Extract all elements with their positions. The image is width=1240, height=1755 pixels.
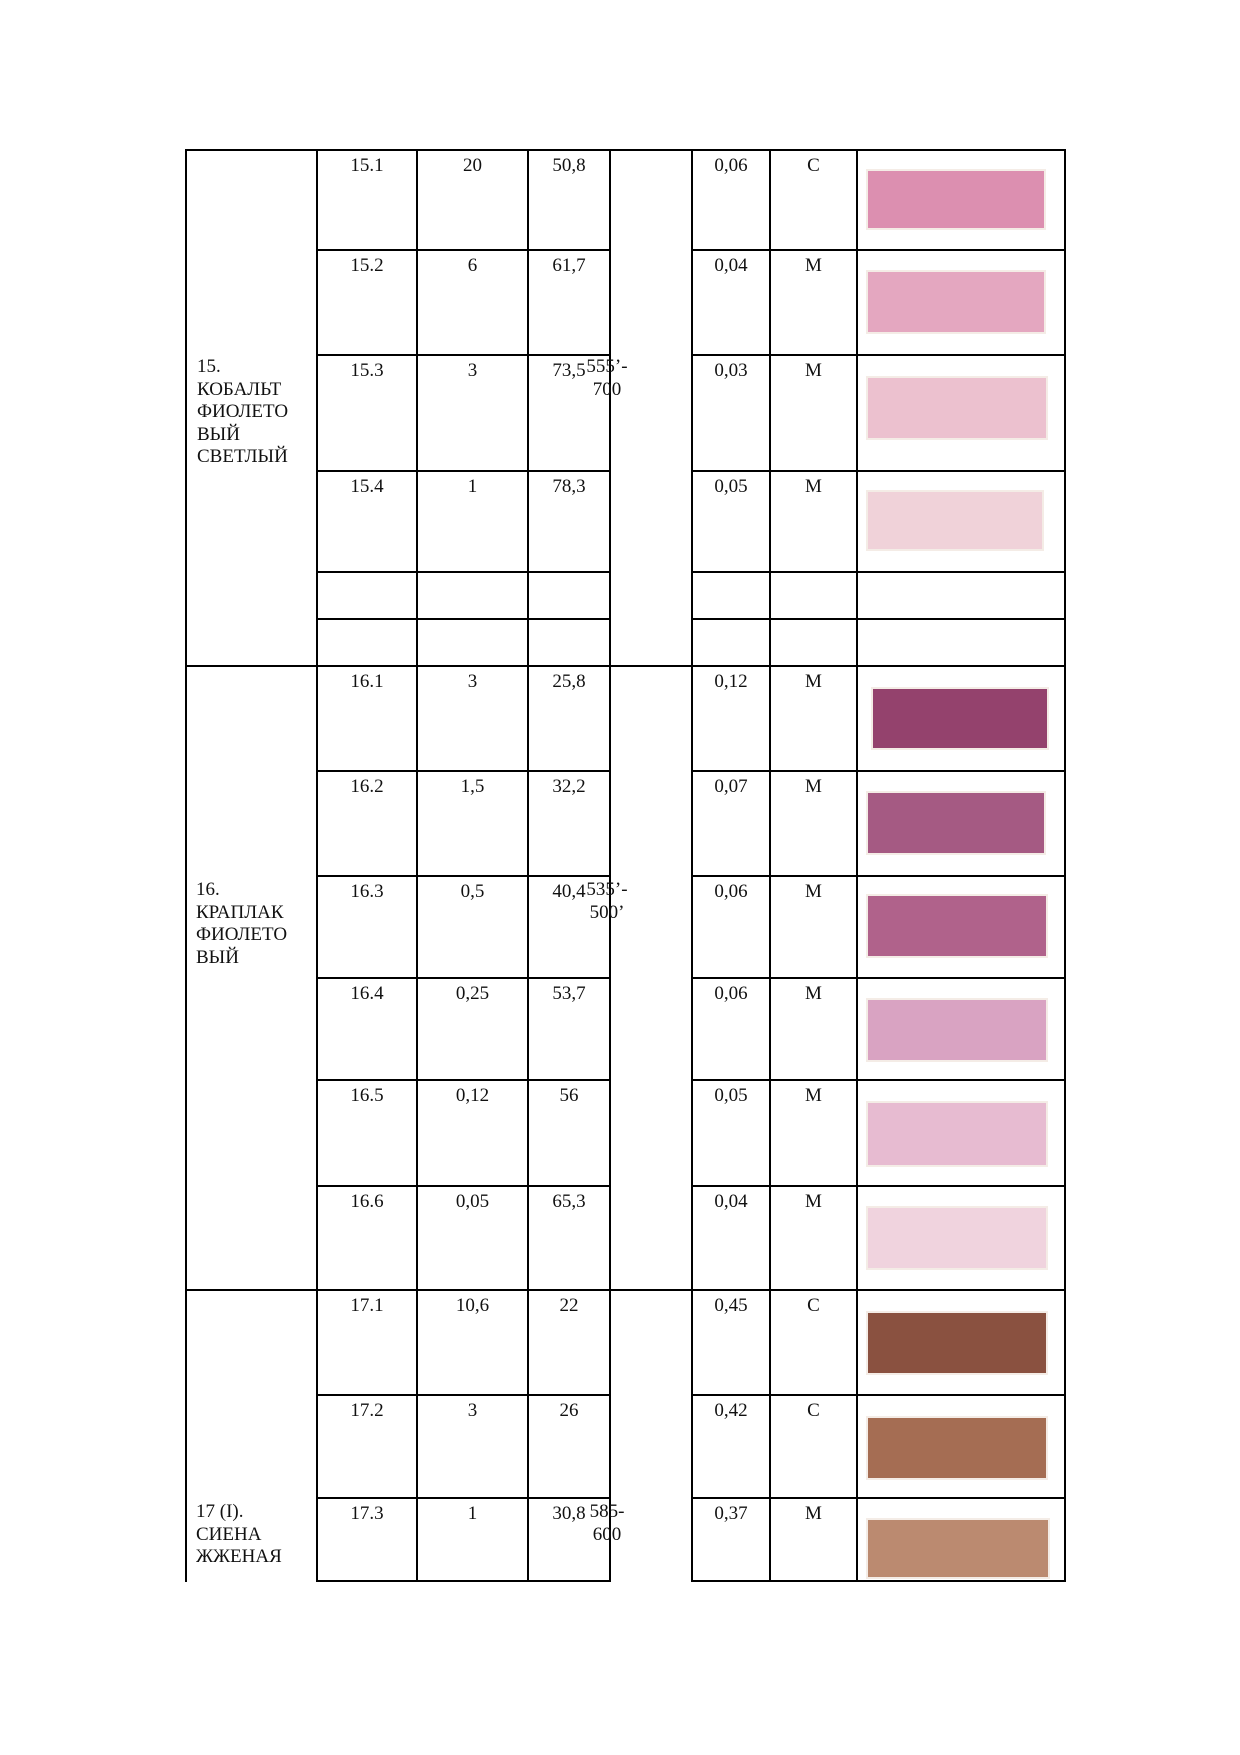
grade-cell: С: [807, 1295, 820, 1316]
proportion-cell: 0,12: [455, 1085, 490, 1106]
table-horizontal-rule: [316, 618, 611, 620]
lightness-cell: 65,3: [552, 1191, 586, 1212]
proportion-cell: 6: [467, 255, 478, 276]
table-horizontal-rule: [691, 1580, 1066, 1582]
table-horizontal-rule: [316, 571, 611, 573]
pigment-name-line: ЖЖЕНАЯ: [196, 1546, 282, 1567]
pigment-name-line: СИЕНА: [196, 1523, 262, 1545]
grade-cell: М: [805, 476, 822, 497]
color-swatch: [868, 1208, 1046, 1268]
table-horizontal-rule: [691, 618, 1066, 620]
pigment-name-label: [196, 879, 287, 969]
sample-id-cell: 16.1: [350, 671, 384, 692]
table-horizontal-rule: [691, 770, 1066, 772]
sample-id-cell: 17.2: [350, 1400, 384, 1421]
sample-id-cell: 17.1: [350, 1295, 384, 1316]
proportion-cell: 20: [463, 155, 482, 176]
sample-id-cell: 16.3: [350, 881, 384, 902]
table-horizontal-rule: [691, 571, 1066, 573]
table-horizontal-rule: [316, 1079, 611, 1081]
table-horizontal-rule: [316, 770, 611, 772]
table-horizontal-rule: [691, 1079, 1066, 1081]
grade-cell: М: [805, 255, 822, 276]
wavelength-range-line: 585-: [589, 1501, 625, 1522]
grade-cell: М: [805, 1503, 822, 1524]
pigment-name-line: СВЕТЛЫЙ: [197, 446, 288, 467]
lightness-cell: 22: [559, 1295, 579, 1316]
pigment-name-label: [197, 356, 288, 469]
grade-cell: С: [807, 155, 820, 176]
value-cell: 0,45: [714, 1295, 748, 1316]
proportion-cell: 3: [467, 671, 478, 692]
proportion-cell: 10,6: [455, 1295, 490, 1316]
pigment-name-line: ВЫЙ: [196, 946, 239, 968]
sample-id-cell: 16.4: [350, 983, 384, 1004]
color-swatch: [868, 1418, 1046, 1478]
table-horizontal-rule: [316, 875, 611, 877]
color-swatch: [873, 689, 1047, 748]
table-horizontal-rule: [691, 1497, 1066, 1499]
proportion-cell: 3: [467, 360, 478, 381]
sample-id-cell: 16.2: [350, 776, 384, 797]
grade-cell: М: [805, 983, 822, 1004]
wavelength-range-line: 555’-: [586, 356, 628, 377]
pigment-name-line: КОБАЛЬТ: [197, 378, 282, 400]
table-horizontal-rule: [185, 149, 1066, 151]
proportion-cell: 1,5: [460, 776, 485, 797]
color-swatch: [868, 1000, 1046, 1060]
color-swatch: [868, 1103, 1046, 1165]
color-swatch: [868, 492, 1042, 549]
table-horizontal-rule: [316, 470, 611, 472]
color-swatch: [868, 272, 1044, 332]
table-vertical-rule: [1064, 150, 1066, 1582]
pigment-name-line: ВЫЙ: [197, 423, 240, 445]
color-swatch: [868, 378, 1046, 438]
lightness-cell: 30,8: [552, 1503, 586, 1524]
value-cell: 0,07: [714, 776, 748, 797]
lightness-cell: 78,3: [552, 476, 586, 497]
color-swatch: [868, 896, 1046, 956]
value-cell: 0,06: [714, 881, 748, 902]
proportion-cell: 1: [467, 1503, 478, 1524]
lightness-cell: 32,2: [552, 776, 586, 797]
pigment-name-line: ФИОЛЕТО: [196, 924, 288, 945]
sample-id-cell: 15.1: [350, 155, 384, 176]
table-horizontal-rule: [691, 875, 1066, 877]
table-horizontal-rule: [691, 470, 1066, 472]
table-horizontal-rule: [691, 1185, 1066, 1187]
lightness-cell: 61,7: [552, 255, 586, 276]
pigment-name-line: 15.: [197, 356, 221, 377]
proportion-cell: 1: [467, 476, 478, 497]
value-cell: 0,42: [714, 1400, 748, 1421]
value-cell: 0,05: [714, 1085, 748, 1106]
table-horizontal-rule: [316, 1580, 611, 1582]
proportion-cell: 0,05: [455, 1191, 490, 1212]
table-horizontal-rule: [316, 1185, 611, 1187]
wavelength-range-line: 500’: [589, 901, 625, 923]
pigment-name-line: ФИОЛЕТО: [197, 401, 289, 422]
value-cell: 0,04: [714, 1191, 748, 1212]
color-swatch: [868, 1313, 1046, 1373]
table-horizontal-rule: [316, 1497, 611, 1499]
table-horizontal-rule: [691, 249, 1066, 251]
grade-cell: М: [805, 1085, 822, 1106]
grade-cell: М: [805, 360, 822, 381]
grade-cell: М: [805, 671, 822, 692]
table-horizontal-rule: [691, 977, 1066, 979]
pigment-name-line: 16.: [196, 879, 220, 900]
pigment-name-line: 17 (I).: [196, 1501, 244, 1522]
table-horizontal-rule: [316, 977, 611, 979]
lightness-cell: 40,4: [552, 881, 586, 902]
sample-id-cell: 15.4: [350, 476, 384, 497]
grade-cell: С: [807, 1400, 820, 1421]
color-swatch: [868, 1520, 1048, 1577]
sample-id-cell: 15.2: [350, 255, 384, 276]
sample-id-cell: 17.3: [350, 1503, 384, 1524]
value-cell: 0,04: [714, 255, 748, 276]
grade-cell: М: [805, 881, 822, 902]
pigment-name-line: КРАПЛАК: [196, 901, 284, 923]
table-horizontal-rule: [691, 354, 1066, 356]
table-horizontal-rule: [316, 1394, 611, 1396]
lightness-cell: 25,8: [552, 671, 586, 692]
lightness-cell: 73,5: [552, 360, 586, 381]
value-cell: 0,03: [714, 360, 748, 381]
value-cell: 0,37: [714, 1503, 748, 1524]
lightness-cell: 50,8: [552, 155, 586, 176]
sample-id-cell: 16.5: [350, 1085, 384, 1106]
proportion-cell: 0,25: [455, 983, 490, 1004]
lightness-cell: 26: [559, 1400, 579, 1421]
value-cell: 0,06: [714, 983, 748, 1004]
grade-cell: М: [805, 1191, 822, 1212]
proportion-cell: 3: [467, 1400, 478, 1421]
sample-id-cell: 15.3: [350, 360, 384, 381]
sample-id-cell: 16.6: [350, 1191, 384, 1212]
value-cell: 0,12: [714, 671, 748, 692]
wavelength-range-line: 700: [592, 378, 622, 400]
pigment-name-label: [196, 1501, 282, 1569]
color-swatch: [868, 171, 1044, 228]
proportion-cell: 0,5: [460, 881, 485, 902]
wavelength-range-line: 600: [592, 1523, 622, 1545]
color-swatch: [868, 793, 1044, 853]
value-cell: 0,05: [714, 476, 748, 497]
table-horizontal-rule: [316, 249, 611, 251]
lightness-cell: 56: [559, 1085, 579, 1106]
grade-cell: М: [805, 776, 822, 797]
table-horizontal-rule: [185, 1289, 1066, 1291]
table-horizontal-rule: [185, 665, 1066, 667]
value-cell: 0,06: [714, 155, 748, 176]
table-vertical-rule: [185, 150, 187, 1582]
wavelength-range-line: 535’-: [586, 879, 628, 900]
table-horizontal-rule: [691, 1394, 1066, 1396]
lightness-cell: 53,7: [552, 983, 586, 1004]
